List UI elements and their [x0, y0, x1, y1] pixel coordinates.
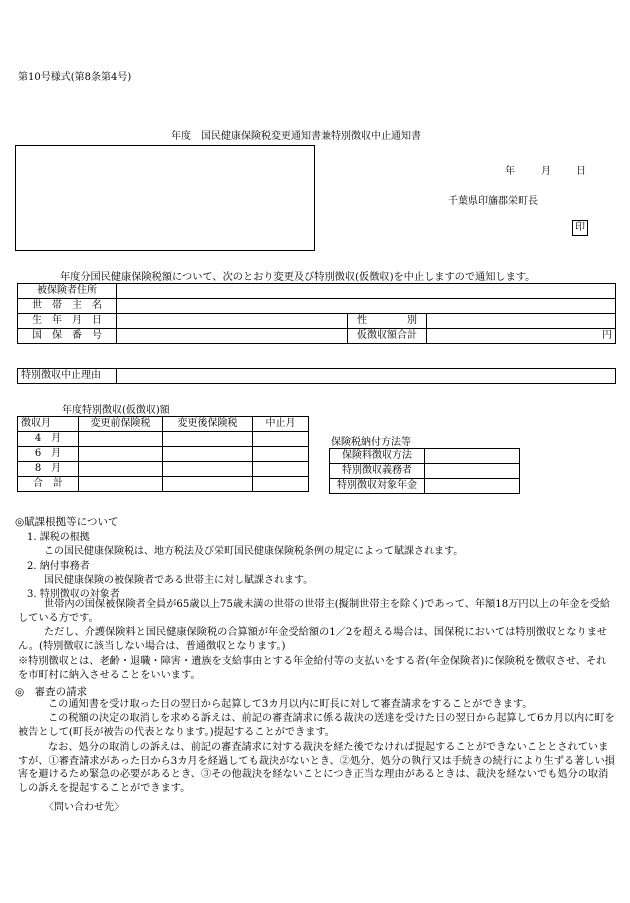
gender-value	[427, 314, 616, 329]
table-row	[330, 464, 520, 479]
issuer-name: 千葉県印旛郡栄町長	[448, 196, 538, 207]
column-header: 変更後保険税	[163, 417, 253, 432]
birthdate-label: 生 年 月 日	[18, 314, 117, 329]
date-day: 日	[576, 166, 586, 177]
intro-text: 年度分国民健康保険税額について、次のとおり変更及び特別徴収(仮徴収)を中止しますので通知します。	[60, 272, 536, 283]
table-row	[18, 432, 309, 447]
table-row	[18, 314, 616, 329]
householder-value	[117, 299, 616, 314]
date-year: 年	[505, 166, 515, 177]
table-row	[18, 299, 616, 314]
payment-method-row: 特別徴収対象年金	[330, 479, 425, 494]
payment-method-row: 特別徴収義務者	[330, 464, 425, 479]
date-month: 月	[541, 166, 551, 177]
stop-reason-label: 特別徴収中止理由	[18, 369, 117, 384]
column-header: 徴収月	[18, 417, 79, 432]
basis-item2-title: 2. 納付事務者	[27, 561, 90, 572]
birthdate-value	[117, 314, 348, 329]
contact-heading: 〈問い合わせ先〉	[44, 802, 124, 813]
stop-reason-table	[17, 368, 616, 384]
table-row	[18, 369, 616, 384]
stop-reason-value	[117, 369, 616, 384]
basis-item2-text: 国民健康保険の被保険者である世帯主に対し賦課されます。	[44, 575, 314, 586]
form-number: 第10号様式(第8条第4号)	[18, 72, 132, 83]
basis-item3-title: 3. 特別徴収の対象者	[27, 589, 120, 600]
month-cell: 8 月	[18, 462, 79, 477]
insurance-number-value	[117, 329, 348, 344]
special-collection-table	[17, 416, 309, 492]
address-window	[15, 145, 315, 251]
basis-heading: ◎賦課根拠等について	[15, 516, 119, 528]
review-paragraph-2: この税額の決定の取消しを求める訴えは、前記の審査請求に係る裁決の送達を受けた日の翌日から起算して6カ月以内に町を被告として(町長が被告の代表となります。)提起することができます。	[18, 713, 615, 738]
address-value	[117, 284, 616, 299]
review-heading: ◎ 審査の請求	[15, 686, 88, 698]
month-cell: 6 月	[18, 447, 79, 462]
payment-method-table	[329, 448, 520, 494]
table-row	[330, 479, 520, 494]
table-row	[18, 329, 616, 344]
table-row	[18, 462, 309, 477]
householder-label: 世 帯 主 名	[18, 299, 117, 314]
table-row	[18, 447, 309, 462]
table-row	[330, 449, 520, 464]
basis-item1-title: 1. 課税の根拠	[27, 532, 90, 543]
basis-item3-note: ※特別徴収とは、老齢・退職・障害・遺族を支給事由とする年金給付等の支払いをする者(年金保険者)に保険税を徴収させ、それを市町村に納入させることをいいます。	[18, 656, 607, 681]
insurance-number-label: 国 保 番 号	[18, 329, 117, 344]
basis-item3-text2: ただし、介護保険料と国民健康保険税の合算額が年金受給額の1／2を超える場合は、国保税においては特別徴収となりません。(特別徴収に該当しない場合は、普通徴収となります。)	[18, 627, 608, 652]
insured-info-table	[17, 283, 616, 344]
column-header: 中止月	[253, 417, 309, 432]
payment-method-row: 保険料徴収方法	[330, 449, 425, 464]
basis-item3-text: 世帯内の国保被保険者全員が65歳以上75歳未満の世帯の世帯主(擬制世帯主を除く)であって、年額18万円以上の年金を受給している方です。	[18, 599, 611, 624]
special-collection-heading: 年度特別徴収(仮徴収)額	[62, 405, 170, 416]
payment-method-heading: 保険税納付方法等	[331, 437, 411, 448]
provisional-total-yen: 円	[427, 329, 616, 344]
table-header-row	[18, 417, 309, 432]
table-row	[18, 477, 309, 492]
total-cell: 合 計	[18, 477, 79, 492]
address-label: 被保険者住所	[18, 284, 117, 299]
review-paragraph-1: この通知書を受け取った日の翌日から起算して3カ月以内に町長に対して審査請求をすることができます。	[48, 699, 533, 710]
gender-label: 性 別	[348, 314, 427, 329]
seal-stamp: 印	[572, 220, 588, 236]
provisional-total-label: 仮徴収額合計	[348, 329, 427, 344]
document-title: 年度 国民健康保険税変更通知書兼特別徴収中止通知書	[171, 131, 421, 142]
table-row	[18, 284, 616, 299]
column-header: 変更前保険税	[79, 417, 163, 432]
review-paragraph-3: なお、処分の取消しの訴えは、前記の審査請求に対する裁決を経た後でなければ提起することができないこととされていますが、①審査請求があった日から3カ月を経過しても裁決がないとき、②処分、処分の執行又は手続きの続行により生ずる著しい損害を避けるため緊急の必要があるとき、③その他裁決を経ないことにつき正当な理由があるときは、裁決を経ないでも処分の取消しの訴えを提起することができます。	[18, 742, 615, 794]
basis-item1-text: この国民健康保険税は、地方税法及び栄町国民健康保険税条例の規定によって賦課されます。	[44, 546, 464, 557]
month-cell: 4 月	[18, 432, 79, 447]
